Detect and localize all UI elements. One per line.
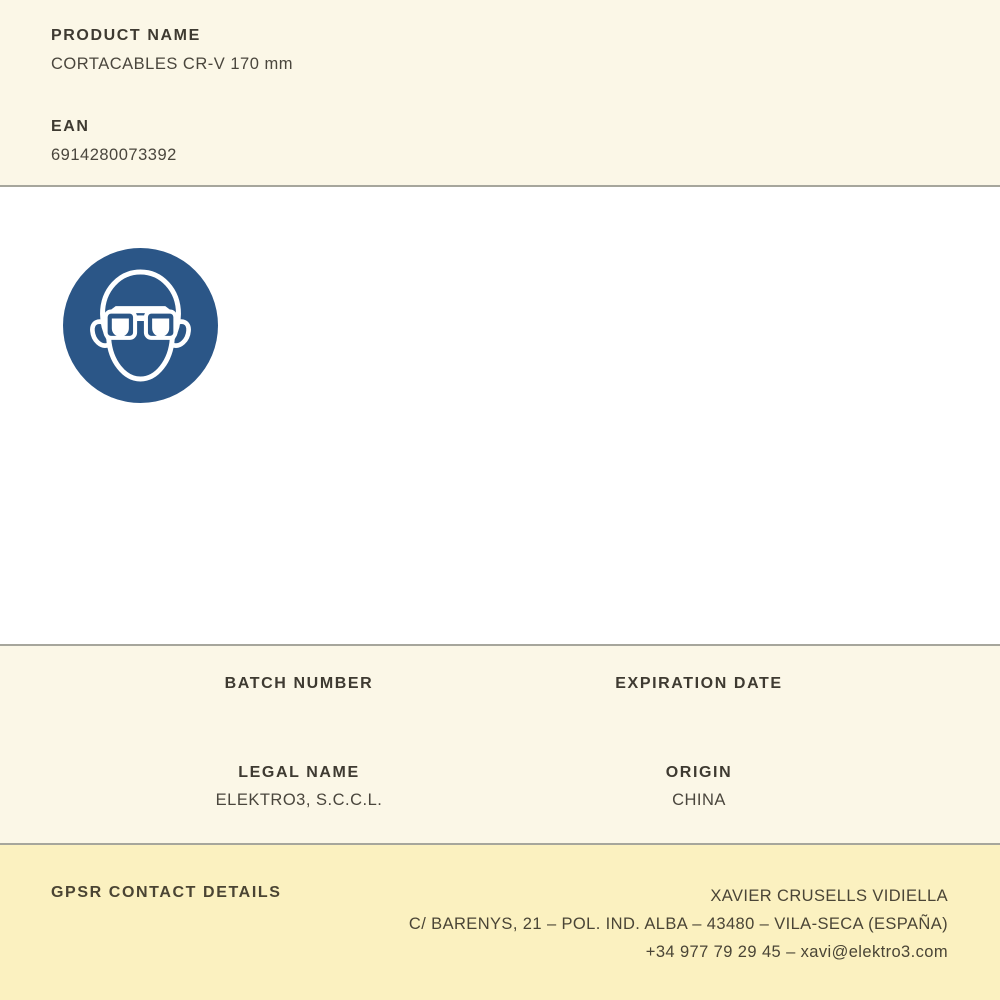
origin-label: ORIGIN [665,764,733,781]
gpsr-contact-block [409,882,948,966]
section-pictograms [0,187,1000,644]
batch-number-label: BATCH NUMBER [224,675,374,692]
legal-name-field [99,764,499,810]
gpsr-address: C/ BARENYS, 21 – POL. IND. ALBA – 43480 – VILA-SECA (ESPAÑA) [408,915,948,933]
gpsr-phone-email: +34 977 79 29 45 – xavi@elektro3.com [645,943,948,961]
expiration-date-field [499,675,899,702]
ean-label: EAN [51,118,90,135]
batch-number-field [99,675,499,702]
legal-name-label: LEGAL NAME [238,764,360,781]
section-product-info [0,0,1000,185]
gpsr-title: GPSR CONTACT DETAILS [51,884,282,901]
legal-name-value: ELEKTRO3, S.C.C.L. [215,791,383,809]
ean-value: 6914280073392 [51,146,177,164]
wear-eye-protection-icon [63,248,218,403]
product-name-label: PRODUCT NAME [51,27,201,44]
section-gpsr-contact [0,845,1000,1000]
origin-value: CHINA [672,791,726,809]
product-name-value: CORTACABLES CR-V 170 mm [51,55,293,73]
expiration-date-label: EXPIRATION DATE [615,675,783,692]
gpsr-contact-name: XAVIER CRUSELLS VIDIELLA [710,887,948,905]
section-details [0,646,1000,843]
origin-field [499,764,899,810]
